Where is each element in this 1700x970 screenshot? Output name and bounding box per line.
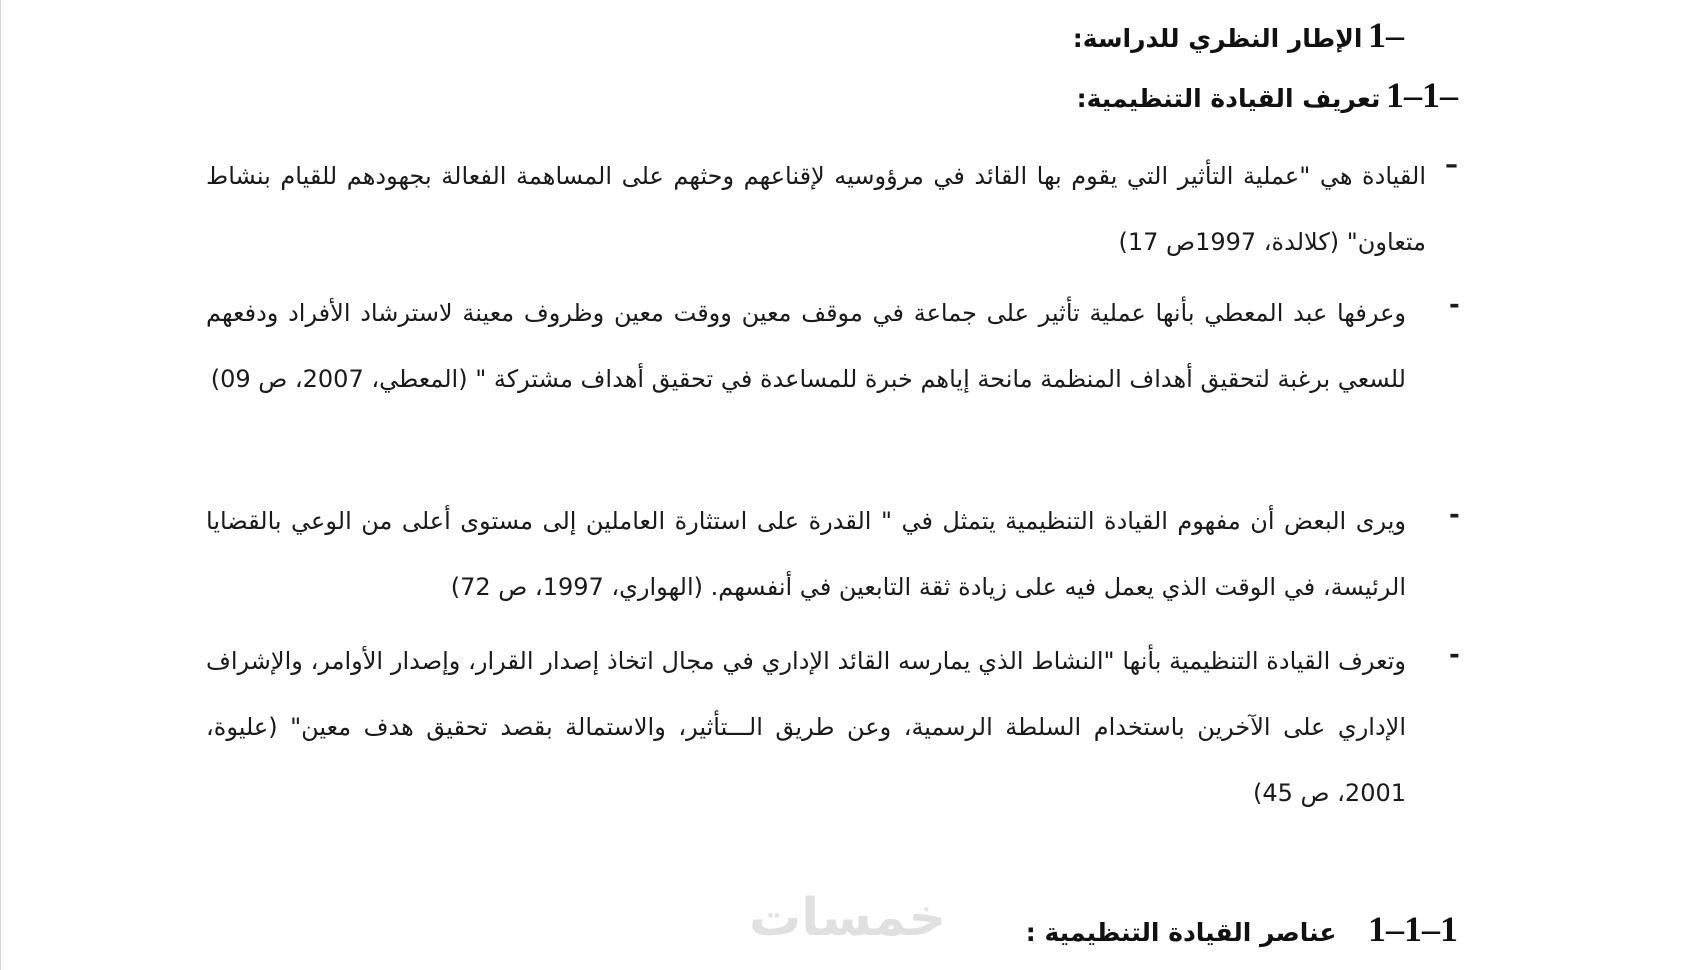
watermark-logo: خمسات: [749, 888, 947, 948]
bullet-marker: -: [1449, 640, 1460, 670]
bullet-marker: -: [1449, 290, 1460, 320]
heading-number: 1–1–1: [1368, 909, 1458, 949]
paragraph-text: القيادة هي "عملية التأثير التي يقوم بها القائد في مرؤوسيه لإقناعهم وحثهم على المساهمة الفعالة بجهودهم للقيام بنشاط متعاون" (كلالدة، 1997ص 17): [206, 162, 1426, 256]
paragraph-text: وعرفها عبد المعطي بأنها عملية تأثير على جماعة في موقف معين ووقت معين وظروف معينة لاسترشاد الأفراد ودفعهم للسعي برغبة لتحقيق أهداف المنظمة مانحة إياهم خبرة للمساعدة في تحقيق أهداف مشتركة " (المعطي، 2007، ص 09): [206, 299, 1406, 393]
bullet-marker: –: [1445, 150, 1458, 180]
paragraph-definition-1: [206, 143, 1426, 275]
heading-theoretical-framework: [1073, 14, 1404, 56]
paragraph-definition-2: [206, 280, 1406, 412]
paragraph-definition-4: [206, 628, 1406, 826]
heading-number: 1–: [1368, 15, 1404, 55]
heading-elements: [1026, 908, 1458, 950]
bullet-marker: -: [1449, 500, 1460, 530]
paragraph-text: ويرى البعض أن مفهوم القيادة التنظيمية يتمثل في " القدرة على استثارة العاملين إلى مستوى أعلى من الوعي بالقضايا الرئيسة، في الوقت الذي يعمل فيه على زيادة ثقة التابعين في أنفسهم. (الهواري، 1997، ص 72): [206, 507, 1406, 601]
heading-text: تعريف القيادة التنظيمية:: [1076, 84, 1381, 113]
heading-number: 1–1–: [1386, 75, 1458, 115]
paragraph-definition-3: [206, 488, 1406, 620]
heading-text: الإطار النظري للدراسة:: [1072, 24, 1363, 53]
heading-definition: [1077, 74, 1458, 116]
paragraph-text: وتعرف القيادة التنظيمية بأنها "النشاط الذي يمارسه القائد الإداري في مجال اتخاذ إصدار القرار، وإصدار الأوامر، والإشراف الإداري على الآخرين باستخدام السلطة الرسمية، وعن طريق الـــتأثير، والاستمالة بقصد تحقيق هدف معين" (عليوة، 2001، ص 45): [206, 647, 1406, 807]
heading-text: عناصر القيادة التنظيمية :: [1025, 918, 1337, 947]
